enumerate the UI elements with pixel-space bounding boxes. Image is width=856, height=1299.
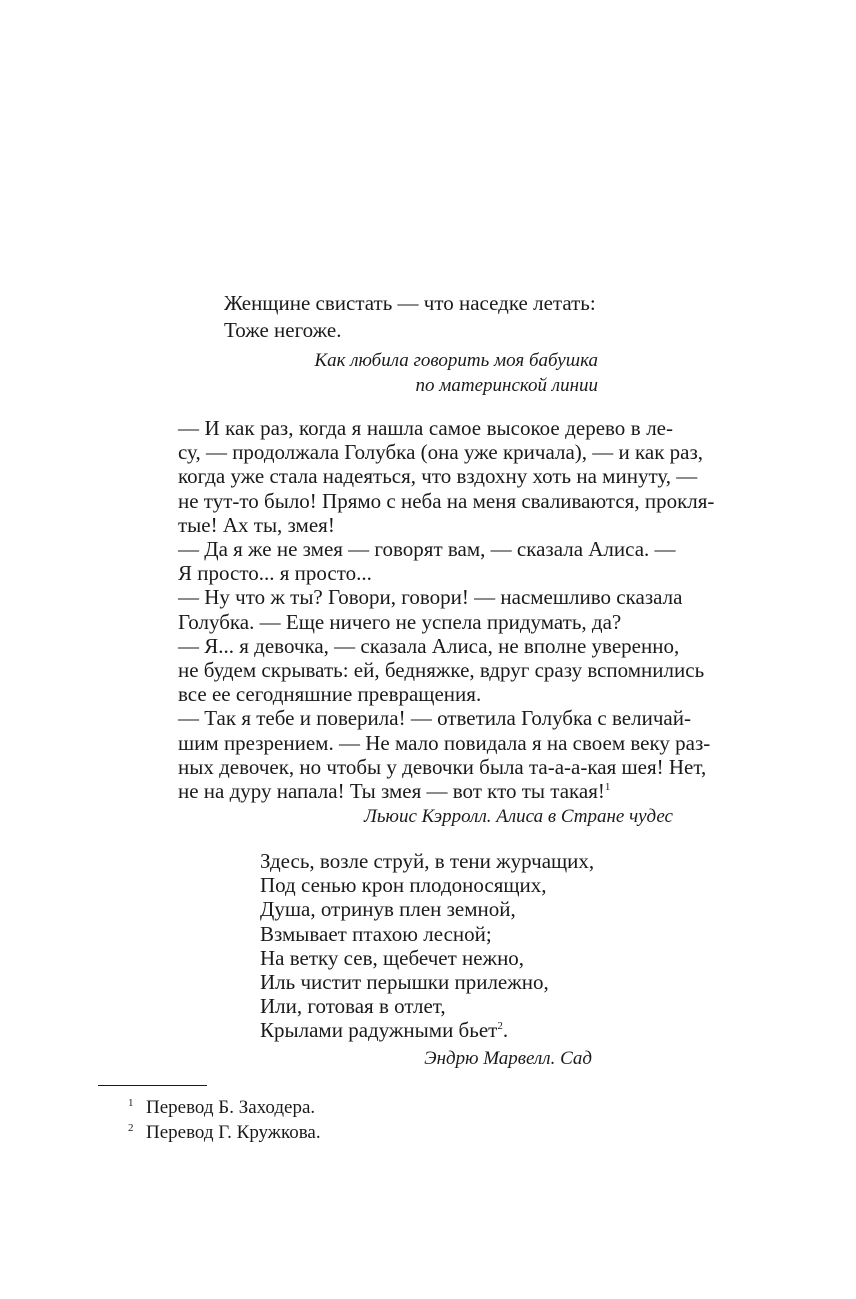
- prose-line: — И как раз, когда я нашла самое высокое дерево в ле-: [178, 416, 673, 440]
- prose-line: Я просто... я просто...: [178, 561, 372, 586]
- prose-line: — Я... я девочка, — сказала Алиса, не вполне уверенно,: [178, 633, 680, 658]
- prose-line: ных девочек, но чтобы у девочки была та-а-а-кая шея! Нет,: [178, 754, 707, 779]
- prose-line: не тут-то было! Прямо с неба на меня сваливаются, прокля-: [178, 488, 715, 513]
- epigraph-poem-attribution: Эндрю Марвелл. Сад: [424, 1048, 592, 1069]
- footnote-marker: 1: [604, 781, 611, 794]
- epigraph-line: Женщине свистать — что наседке летать:: [224, 291, 596, 315]
- attribution-line: по материнской линии: [415, 375, 598, 396]
- poem-line: Иль чистит перышки прилежно,: [260, 970, 549, 995]
- prose-line: Голубка. — Еще ничего не успела придумать, да?: [178, 609, 622, 634]
- prose-line: — Ну что ж ты? Говори, говори! — насмешливо сказала: [178, 585, 683, 610]
- epigraph-proverb: [224, 290, 644, 344]
- prose-line: шим презрением. — Не мало повидала я на своем веку раз-: [178, 730, 711, 755]
- prose-line-text: не на дуру напала! Ты змея — вот кто ты такая!: [178, 779, 605, 804]
- footnote-marker: 2: [497, 1020, 503, 1033]
- poem-line: Душа, отринув плен земной,: [260, 897, 516, 922]
- prose-line-last: [178, 779, 673, 803]
- prose-line: су, — продолжала Голубка (она уже кричала), — и как раз,: [178, 440, 704, 465]
- prose-line: — Так я тебе и поверила! — ответила Голубка с величай-: [178, 706, 691, 731]
- poem-line-last: [260, 1018, 594, 1042]
- poem-line: Под сенью крон плодоносящих,: [260, 873, 547, 898]
- footnotes: [128, 1095, 321, 1145]
- epigraph-alice-attribution: Льюис Кэрролл. Алиса в Стране чудес: [364, 806, 673, 827]
- footnote: 2 Перевод Г. Кружкова.: [128, 1122, 321, 1143]
- prose-line: все ее сегодняшние превращения.: [178, 682, 482, 707]
- prose-line: когда уже стала надеяться, что вздохну хоть на минуту, —: [178, 464, 698, 489]
- prose-line: тые! Ах ты, змея!: [178, 512, 335, 537]
- epigraph-poem: [260, 849, 594, 1043]
- epigraph-alice-excerpt: [178, 416, 715, 804]
- attribution-line: Как любила говорить моя бабушка: [314, 350, 598, 371]
- footnote-text: Перевод Б. Заходера.: [146, 1097, 316, 1118]
- footnote-text: Перевод Г. Кружкова.: [146, 1122, 321, 1143]
- poem-line: Взмывает птахою лесной;: [260, 921, 492, 946]
- prose-line: не будем скрывать: ей, бедняжке, вдруг сразу вспомнились: [178, 658, 705, 683]
- poem-line: Здесь, возле струй, в тени журчащих,: [260, 849, 595, 873]
- prose-line: — Да я же не змея — говорят вам, — сказала Алиса. —: [178, 537, 676, 562]
- footnote: 1 Перевод Б. Заходера.: [128, 1097, 316, 1118]
- poem-line: На ветку сев, щебечет нежно,: [260, 945, 525, 970]
- poem-line: Или, готовая в отлет,: [260, 994, 446, 1019]
- poem-line-period: .: [502, 1018, 509, 1043]
- poem-line-text: Крылами радужными бьет: [260, 1018, 498, 1043]
- epigraph-line: Тоже негоже.: [224, 318, 342, 342]
- epigraph-proverb-attribution: [314, 348, 598, 398]
- footnote-divider: [98, 1085, 207, 1086]
